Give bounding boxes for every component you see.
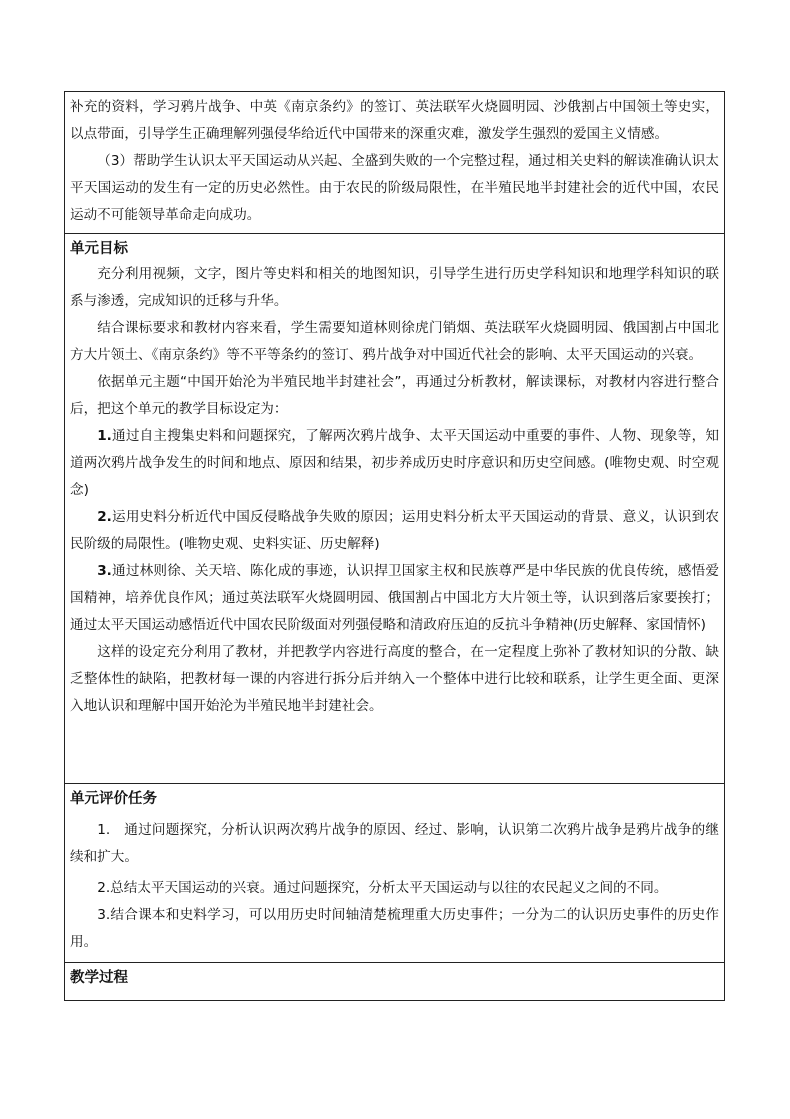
unit-goals-cell [65,234,724,784]
goal-item-2-text: 运用史料分析近代中国反侵略战争失败的原因；运用史料分析太平天国运动的背景、意义，认识到农民阶级的局限性。(唯物史观、史料实证、历史解释) [70,509,719,552]
goal-item-1-number: 1. [97,428,112,444]
unit-goals-paragraph-3: 依据单元主题“中国开始沦为半殖民地半封建社会”，再通过分析教材，解读课标，对教材内容进行整合后，把这个单元的教学目标设定为： [70,374,719,417]
intro-paragraph-2: （3）帮助学生认识太平天国运动从兴起、全盛到失败的一个完整过程，通过相关史料的解读准确认识太平天国运动的发生有一定的历史必然性。由于农民的阶级局限性，在半殖民地半封建社会的近代中国，农民运动不可能领导革命走向成功。 [70,153,719,223]
unit-goals-paragraph-1: 充分利用视频，文字，图片等史料和相关的地图知识，引导学生进行历史学科知识和地理学科知识的联系与渗透，完成知识的迁移与升华。 [70,266,719,309]
goal-item-1-text: 通过自主搜集史料和问题探究，了解两次鸦片战争、太平天国运动中重要的事件、人物、现象等，知道两次鸦片战争发生的时间和地点、原因和结果，初步养成历史时序意识和历史空间感。(唯物史观、时空观念) [70,428,719,498]
unit-assessment-cell [65,784,724,963]
unit-goals-paragraph-2: 结合课标要求和教材内容来看，学生需要知道林则徐虎门销烟、英法联军火烧圆明园、俄国割占中国北方大片领土、《南京条约》等不平等条约的签订、鸦片战争对中国近代社会的影响、太平天国运动的兴衰。 [70,320,719,363]
assessment-item-1: 1. 通过问题探究，分析认识两次鸦片战争的原因、经过、影响，认识第二次鸦片战争是鸦片战争的继续和扩大。 [70,822,719,865]
goal-item-1 [70,423,719,504]
unit-goals-paragraph-4: 这样的设定充分利用了教材，并把教学内容进行高度的整合，在一定程度上弥补了教材知识的分散、缺乏整体性的缺陷，把教材每一课的内容进行拆分后并纳入一个整体中进行比较和联系，让学生更全面、更深入地认识和理解中国开始沦为半殖民地半封建社会。 [70,644,719,714]
goal-item-2-number: 2. [97,509,112,525]
goal-item-2 [70,504,719,558]
goal-item-3-text: 通过林则徐、关天培、陈化成的事迹，认识捍卫国家主权和民族尊严是中华民族的优良传统，感悟爱国精神，培养优良作风；通过英法联军火烧圆明园、俄国割占中国北方大片领土等，认识到落后家要挨打；通过太平天国运动感悟近代中国农民阶级面对列强侵略和清政府压迫的反抗斗争精神(历史解释、家国情怀) [70,563,719,633]
goal-item-3-number: 3. [97,563,112,579]
intro-paragraph-1: 补充的资料，学习鸦片战争、中英《南京条约》的签订、英法联军火烧圆明园、沙俄割占中国领土等史实，以点带面，引导学生正确理解列强侵华给近代中国带来的深重灾难，激发学生强烈的爱国主义情感。 [70,99,719,142]
teaching-process-cell [65,963,724,1000]
goal-item-3 [70,558,719,639]
lesson-plan-table [64,91,725,1001]
unit-assessment-heading: 单元评价任务 [70,791,157,807]
assessment-item-3: 3.结合课本和史料学习，可以用历史时间轴清楚梳理重大历史事件；一分为二的认识历史事件的历史作用。 [70,907,719,950]
teaching-process-heading: 教学过程 [70,970,128,986]
intro-cell [65,92,724,234]
assessment-item-2: 2.总结太平天国运动的兴衰。通过问题探究，分析太平天国运动与以往的农民起义之间的不同。 [97,880,668,896]
unit-goals-heading: 单元目标 [70,241,128,257]
